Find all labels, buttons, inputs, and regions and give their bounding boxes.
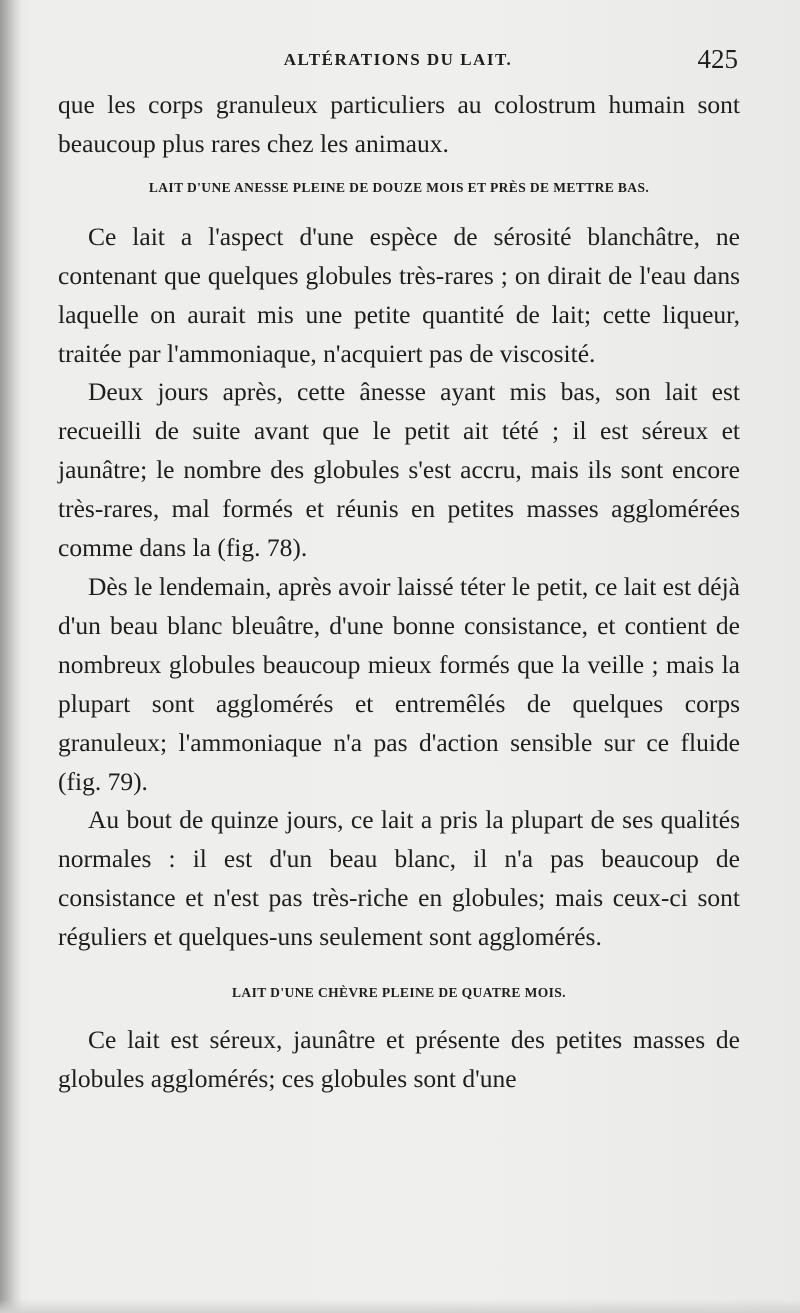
paragraph: Dès le lendemain, après avoir laissé téter le petit, ce lait est déjà d'un beau blanc bleuâtre, d'une bonne consistance, et contient de nombreux globules beaucoup mieux formés que la veille ; mais la plupart sont agglomérés et entremêlés de quelques corps granuleux; l'ammoniaque n'a pas d'action sensible sur ce fluide (fig. 79). — [58, 571, 740, 796]
page-bottom-edge — [0, 1299, 800, 1313]
body-text — [58, 86, 740, 1099]
section-heading-chevre: LAIT D'UNE CHÈVRE PLEINE DE QUATRE MOIS. — [232, 985, 566, 1001]
paragraph: Au bout de quinze jours, ce lait a pris la plupart de ses qualités normales : il est d'un beau blanc, il n'a pas beaucoup de consistance et n'est pas très-riche en globules; mais ceux-ci sont réguliers et quelques-uns seulement sont agglomérés. — [58, 805, 740, 952]
section-heading-anesse: LAIT D'UNE ANESSE PLEINE DE DOUZE MOIS ET PRÈS DE METTRE BAS. — [148, 179, 650, 195]
page-number: 425 — [697, 44, 738, 74]
running-title: ALTÉRATIONS DU LAIT. — [283, 50, 513, 69]
paragraph-continuation: que les corps granuleux particuliers au colostrum humain sont beaucoup plus rares chez les animaux. — [58, 90, 740, 158]
paragraph: Ce lait est séreux, jaunâtre et présente des petites masses de globules agglomérés; ces globules sont d'une — [58, 1025, 740, 1093]
page-header — [58, 44, 738, 80]
paragraph: Deux jours après, cette ânesse ayant mis bas, son lait est recueilli de suite avant que le petit ait tété ; il est séreux et jaunâtre; le nombre des globules s'est accru, mais ils sont encore très-rares, mal formés et réunis en petites masses agglomérées comme dans la (fig. 78). — [58, 377, 740, 563]
paragraph: Ce lait a l'aspect d'une espèce de sérosité blanchâtre, ne contenant que quelques globules très-rares ; on dirait de l'eau dans laquelle on aurait mis une petite quantité de lait; cette liqueur, traitée par l'ammoniaque, n'acquiert pas de viscosité. — [58, 221, 740, 368]
page-gutter-shadow — [0, 0, 22, 1313]
